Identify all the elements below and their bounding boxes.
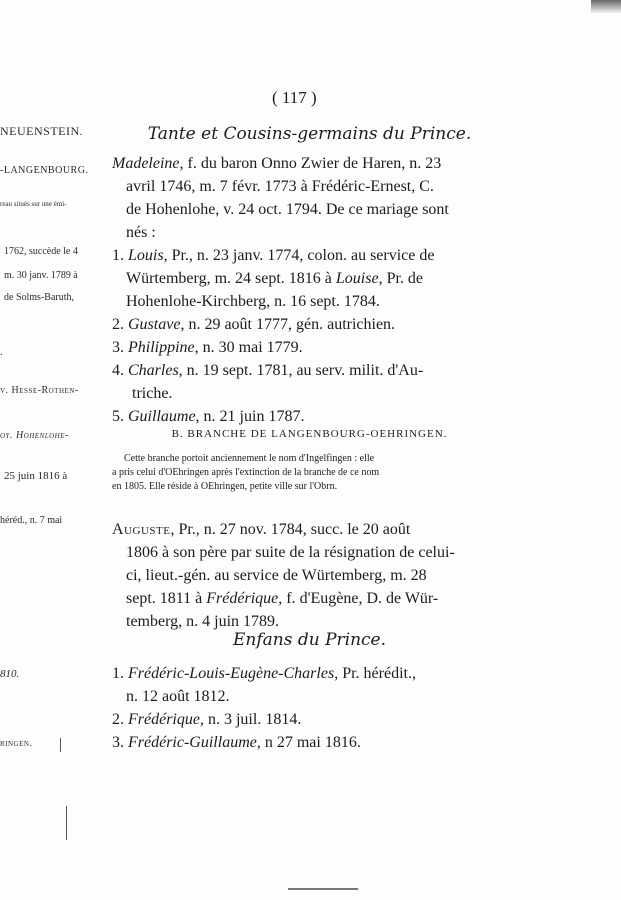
- item-number: 3.: [112, 734, 124, 751]
- children-list-2: [112, 662, 507, 754]
- person-name: Frédérique: [206, 590, 279, 607]
- entry-text: , n. 29 août 1777, gén. autrichien.: [180, 316, 396, 333]
- margin-line-10: 25 juin 1816 à: [4, 470, 68, 482]
- margin-line-12: 810.: [0, 668, 20, 680]
- item-number: 3.: [112, 339, 124, 356]
- branch-title: B. BRANCHE DE LANGENBOURG-OEHRINGEN.: [171, 428, 448, 440]
- entry-text: , n. 30 mai 1779.: [194, 339, 303, 356]
- item-number: 5.: [112, 408, 124, 425]
- list-item-cont: [112, 267, 507, 290]
- list-item: [112, 708, 507, 731]
- list-item: [112, 662, 507, 685]
- entry-text: triche.: [132, 385, 173, 402]
- branch-note: [112, 452, 507, 494]
- entry-text: 1806 à son père par suite de la résignation de celui-: [126, 544, 455, 561]
- person-name: Frédéric-Louis-Eugène-Charles: [128, 665, 335, 682]
- list-item: [112, 405, 507, 428]
- entry-text: avril 1746, m. 7 févr. 1773 à Frédéric-Ernest, C.: [126, 178, 434, 195]
- list-item: [112, 244, 507, 267]
- entry-text: Hohenlohe-Kirchberg, n. 16 sept. 1784.: [126, 293, 380, 310]
- entry-text: , Pr. de: [378, 270, 424, 287]
- gutter-mark: [60, 738, 61, 752]
- scan-edge-shadow: [591, 0, 621, 14]
- person-name: Frédérique: [128, 711, 200, 728]
- note-line: en 1805. Elle réside à OEhringen, petite ville sur l'Obrn.: [112, 481, 338, 492]
- item-number: 2.: [112, 316, 124, 333]
- entry-auguste: [112, 518, 507, 633]
- margin-line-2: -LANGENBOURG.: [0, 165, 89, 176]
- person-name: Louis: [128, 247, 164, 264]
- entry-text: , n. 19 sept. 1781, au serv. milit. d'Au-: [178, 362, 424, 379]
- list-item: [112, 731, 507, 754]
- margin-line-9: oy. Hohenlohe-: [0, 430, 69, 441]
- entry-text: ci, lieut.-gén. au service de Würtemberg, m. 28: [126, 567, 427, 584]
- note-line: Cette branche portoit anciennement le nom d'Ingelfingen : elle: [124, 453, 375, 464]
- person-name: Madeleine,: [112, 155, 184, 172]
- person-name: Guillaume: [128, 408, 196, 425]
- entry-text: n. 12 août 1812.: [126, 688, 230, 705]
- entry-text: , Pr., n. 23 janv. 1774, colon. au service de: [163, 247, 435, 264]
- entry-text: , Pr. hérédit.,: [334, 665, 416, 682]
- entry-text: , n. 3 juil. 1814.: [199, 711, 302, 728]
- item-number: 1.: [112, 665, 124, 682]
- person-name: Philippine: [128, 339, 195, 356]
- list-item: [112, 313, 507, 336]
- list-item: [112, 359, 507, 382]
- item-number: 4.: [112, 362, 124, 379]
- person-name: Charles: [128, 362, 179, 379]
- entry-text: , f. d'Eugène, D. de Wür-: [278, 590, 439, 607]
- page-number: ( 117 ): [272, 88, 317, 107]
- entry-madeleine: [112, 152, 507, 244]
- entry-text: f. du baron Onno Zwier de Haren, n. 23: [183, 155, 442, 172]
- note-line: a pris celui d'OEhringen après l'extinction de la branche de ce nom: [112, 467, 380, 478]
- margin-line-5: m. 30 janv. 1789 à: [4, 270, 78, 281]
- entry-text: , n. 21 juin 1787.: [195, 408, 305, 425]
- entry-text: temberg, n. 4 juin 1789.: [126, 613, 280, 630]
- entry-text: nés :: [126, 224, 156, 241]
- person-name: Louise: [335, 270, 379, 287]
- item-number: 1.: [112, 247, 124, 264]
- margin-line-11: héréd., n. 7 mai: [0, 515, 63, 526]
- children-list-1: [112, 244, 507, 428]
- margin-line-7: .: [0, 346, 3, 358]
- person-name: Gustave: [128, 316, 181, 333]
- section-heading-children: Enfans du Prince.: [232, 630, 387, 650]
- margin-line-4: 1762, succède le 4: [4, 246, 78, 257]
- entry-text: sept. 1811 à: [126, 590, 207, 607]
- section-heading-cousins: Tante et Cousins-germains du Prince.: [147, 124, 472, 144]
- margin-line-3: reau situés sur une émi-: [0, 200, 67, 208]
- list-item: [112, 336, 507, 359]
- item-number: 2.: [112, 711, 124, 728]
- entry-text: de Hohenlohe, v. 24 oct. 1794. De ce mariage sont: [126, 201, 449, 218]
- entry-text: , n 27 mai 1816.: [256, 734, 361, 751]
- margin-line-13: ringen.: [0, 738, 33, 749]
- margin-line-8: v. Hesse-Rothen-: [0, 385, 79, 396]
- margin-line-6: de Solms-Baruth,: [4, 292, 74, 303]
- margin-line-1: NEUENSTEIN.: [0, 124, 84, 138]
- bottom-rule: [288, 888, 358, 890]
- entry-text: , Pr., n. 27 nov. 1784, succ. le 20 août: [170, 521, 411, 538]
- gutter-mark: [66, 806, 67, 840]
- person-name: Auguste: [112, 521, 171, 538]
- person-name: Frédéric-Guillaume: [128, 734, 257, 751]
- entry-text: Würtemberg, m. 24 sept. 1816 à: [126, 270, 336, 287]
